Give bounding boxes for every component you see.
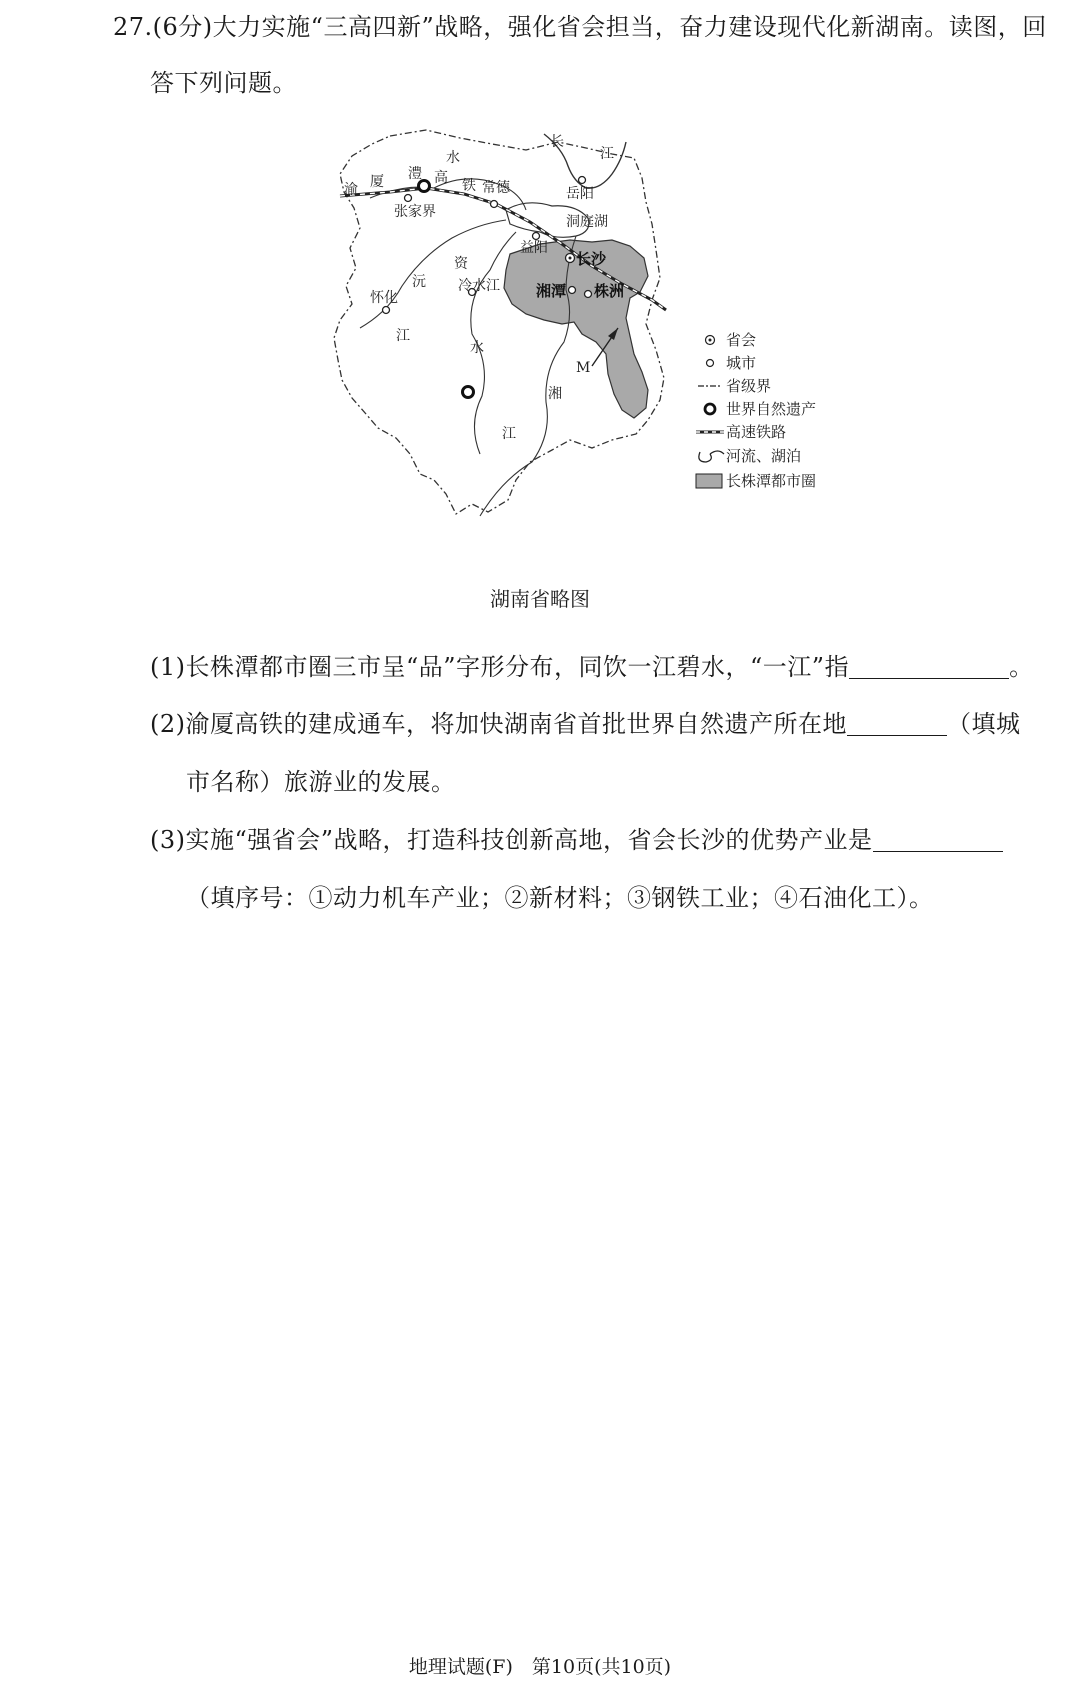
- yuan-river: [360, 220, 506, 328]
- question-stem-line2: 答下列问题。: [150, 69, 297, 97]
- city-zhuzhou: [585, 291, 592, 298]
- label-xiang-1: 湘: [548, 386, 562, 402]
- sub-question-2-line2: 市名称）旅游业的发展。: [186, 768, 456, 796]
- map-legend: [696, 331, 816, 490]
- city-yueyang: [579, 177, 586, 184]
- sub-question-1: [150, 650, 1034, 684]
- capital-icon: [706, 336, 715, 345]
- label-changde: 常德: [482, 180, 510, 196]
- sub-question-2: [150, 707, 1021, 741]
- label-li-2: 水: [446, 150, 460, 166]
- city-zhangjiajie: [405, 195, 412, 202]
- label-xiangtan: 湘潭: [536, 282, 567, 300]
- sub-question-2-text: 渝厦高铁的建成通车，将加快湖南省首批世界自然遗产所在地: [185, 710, 847, 738]
- sub-question-1-text: 长株潭都市圈三市呈“品”字形分布，同饮一江碧水，“一江”指: [185, 653, 850, 681]
- page-footer: 地理试题(F) 第10页(共10页): [408, 1656, 672, 1678]
- label-marker-m: M: [576, 360, 591, 376]
- city-changsha: [566, 254, 575, 263]
- sub-question-1-suffix: 。: [1009, 653, 1034, 681]
- map-caption: 湖南省略图: [490, 587, 590, 611]
- sub-question-3-text: 实施“强省会”战略，打造科技创新高地，省会长沙的优势产业是: [185, 826, 873, 854]
- label-yiyang: 益阳: [520, 240, 548, 256]
- label-li-1: 澧: [408, 166, 422, 182]
- label-yangtze-1: 长: [550, 134, 564, 150]
- sub-question-3: [150, 823, 1003, 857]
- sub-question-1-prefix: (1): [150, 653, 186, 681]
- legend-label-railway: 高速铁路: [726, 423, 787, 441]
- legend-label-capital: 省会: [726, 331, 757, 349]
- legend-label-boundary: 省级界: [726, 377, 772, 395]
- answer-blank-3[interactable]: [873, 825, 1003, 852]
- city-changde: [491, 201, 498, 208]
- city-icon: [707, 360, 714, 367]
- city-xiangtan: [569, 287, 576, 294]
- question-score: (6分): [152, 13, 213, 41]
- label-yueyang: 岳阳: [566, 186, 594, 202]
- hunan-map: [330, 128, 830, 528]
- river-icon: [699, 451, 724, 462]
- question-stem-line1: [113, 10, 1047, 44]
- heritage-site-wulingyuan: [419, 181, 430, 192]
- label-yuan-2: 江: [396, 328, 410, 344]
- label-zi-2: 水: [470, 340, 484, 356]
- label-rail-4: 铁: [462, 178, 476, 194]
- heritage-site-langshan: [463, 387, 474, 398]
- heritage-icon: [705, 404, 715, 414]
- legend-label-river: 河流、湖泊: [726, 447, 802, 465]
- answer-blank-1[interactable]: [849, 652, 1009, 679]
- label-zhangjiajie: 张家界: [394, 204, 436, 220]
- label-zi-1: 资: [454, 256, 468, 272]
- legend-label-heritage: 世界自然遗产: [726, 400, 817, 418]
- label-xiang-2: 江: [502, 426, 516, 442]
- question-stem: 大力实施“三高四新”战略，强化省会担当，奋力建设现代化新湖南。读图，回: [212, 13, 1047, 41]
- label-lengshuijiang: 冷水江: [458, 278, 500, 294]
- legend-label-city: 城市: [726, 354, 757, 372]
- label-rail-1: 渝: [344, 182, 358, 198]
- legend-label-metro-area: 长株潭都市圈: [726, 472, 817, 490]
- label-huaihua: 怀化: [370, 290, 398, 306]
- label-rail-3: 高: [434, 170, 448, 186]
- sub-question-3-prefix: (3): [150, 826, 186, 854]
- label-zhuzhou: 株洲: [594, 282, 625, 300]
- label-yangtze-2: 江: [600, 146, 614, 162]
- question-number: 27.: [113, 13, 153, 41]
- metro-area-icon: [696, 474, 722, 488]
- label-rail-2: 厦: [370, 174, 384, 190]
- sub-question-2-prefix: (2): [150, 710, 186, 738]
- label-dongting: 洞庭湖: [566, 214, 608, 230]
- label-yuan-1: 沅: [412, 274, 426, 290]
- city-yiyang: [533, 233, 540, 240]
- sub-question-2-suffix: （填城: [947, 710, 1021, 738]
- label-changsha: 长沙: [576, 250, 607, 268]
- sub-question-3-line2: （填序号：①动力机车产业；②新材料；③钢铁工业；④石油化工）。: [186, 884, 934, 912]
- city-huaihua: [383, 307, 390, 314]
- answer-blank-2[interactable]: [847, 709, 947, 736]
